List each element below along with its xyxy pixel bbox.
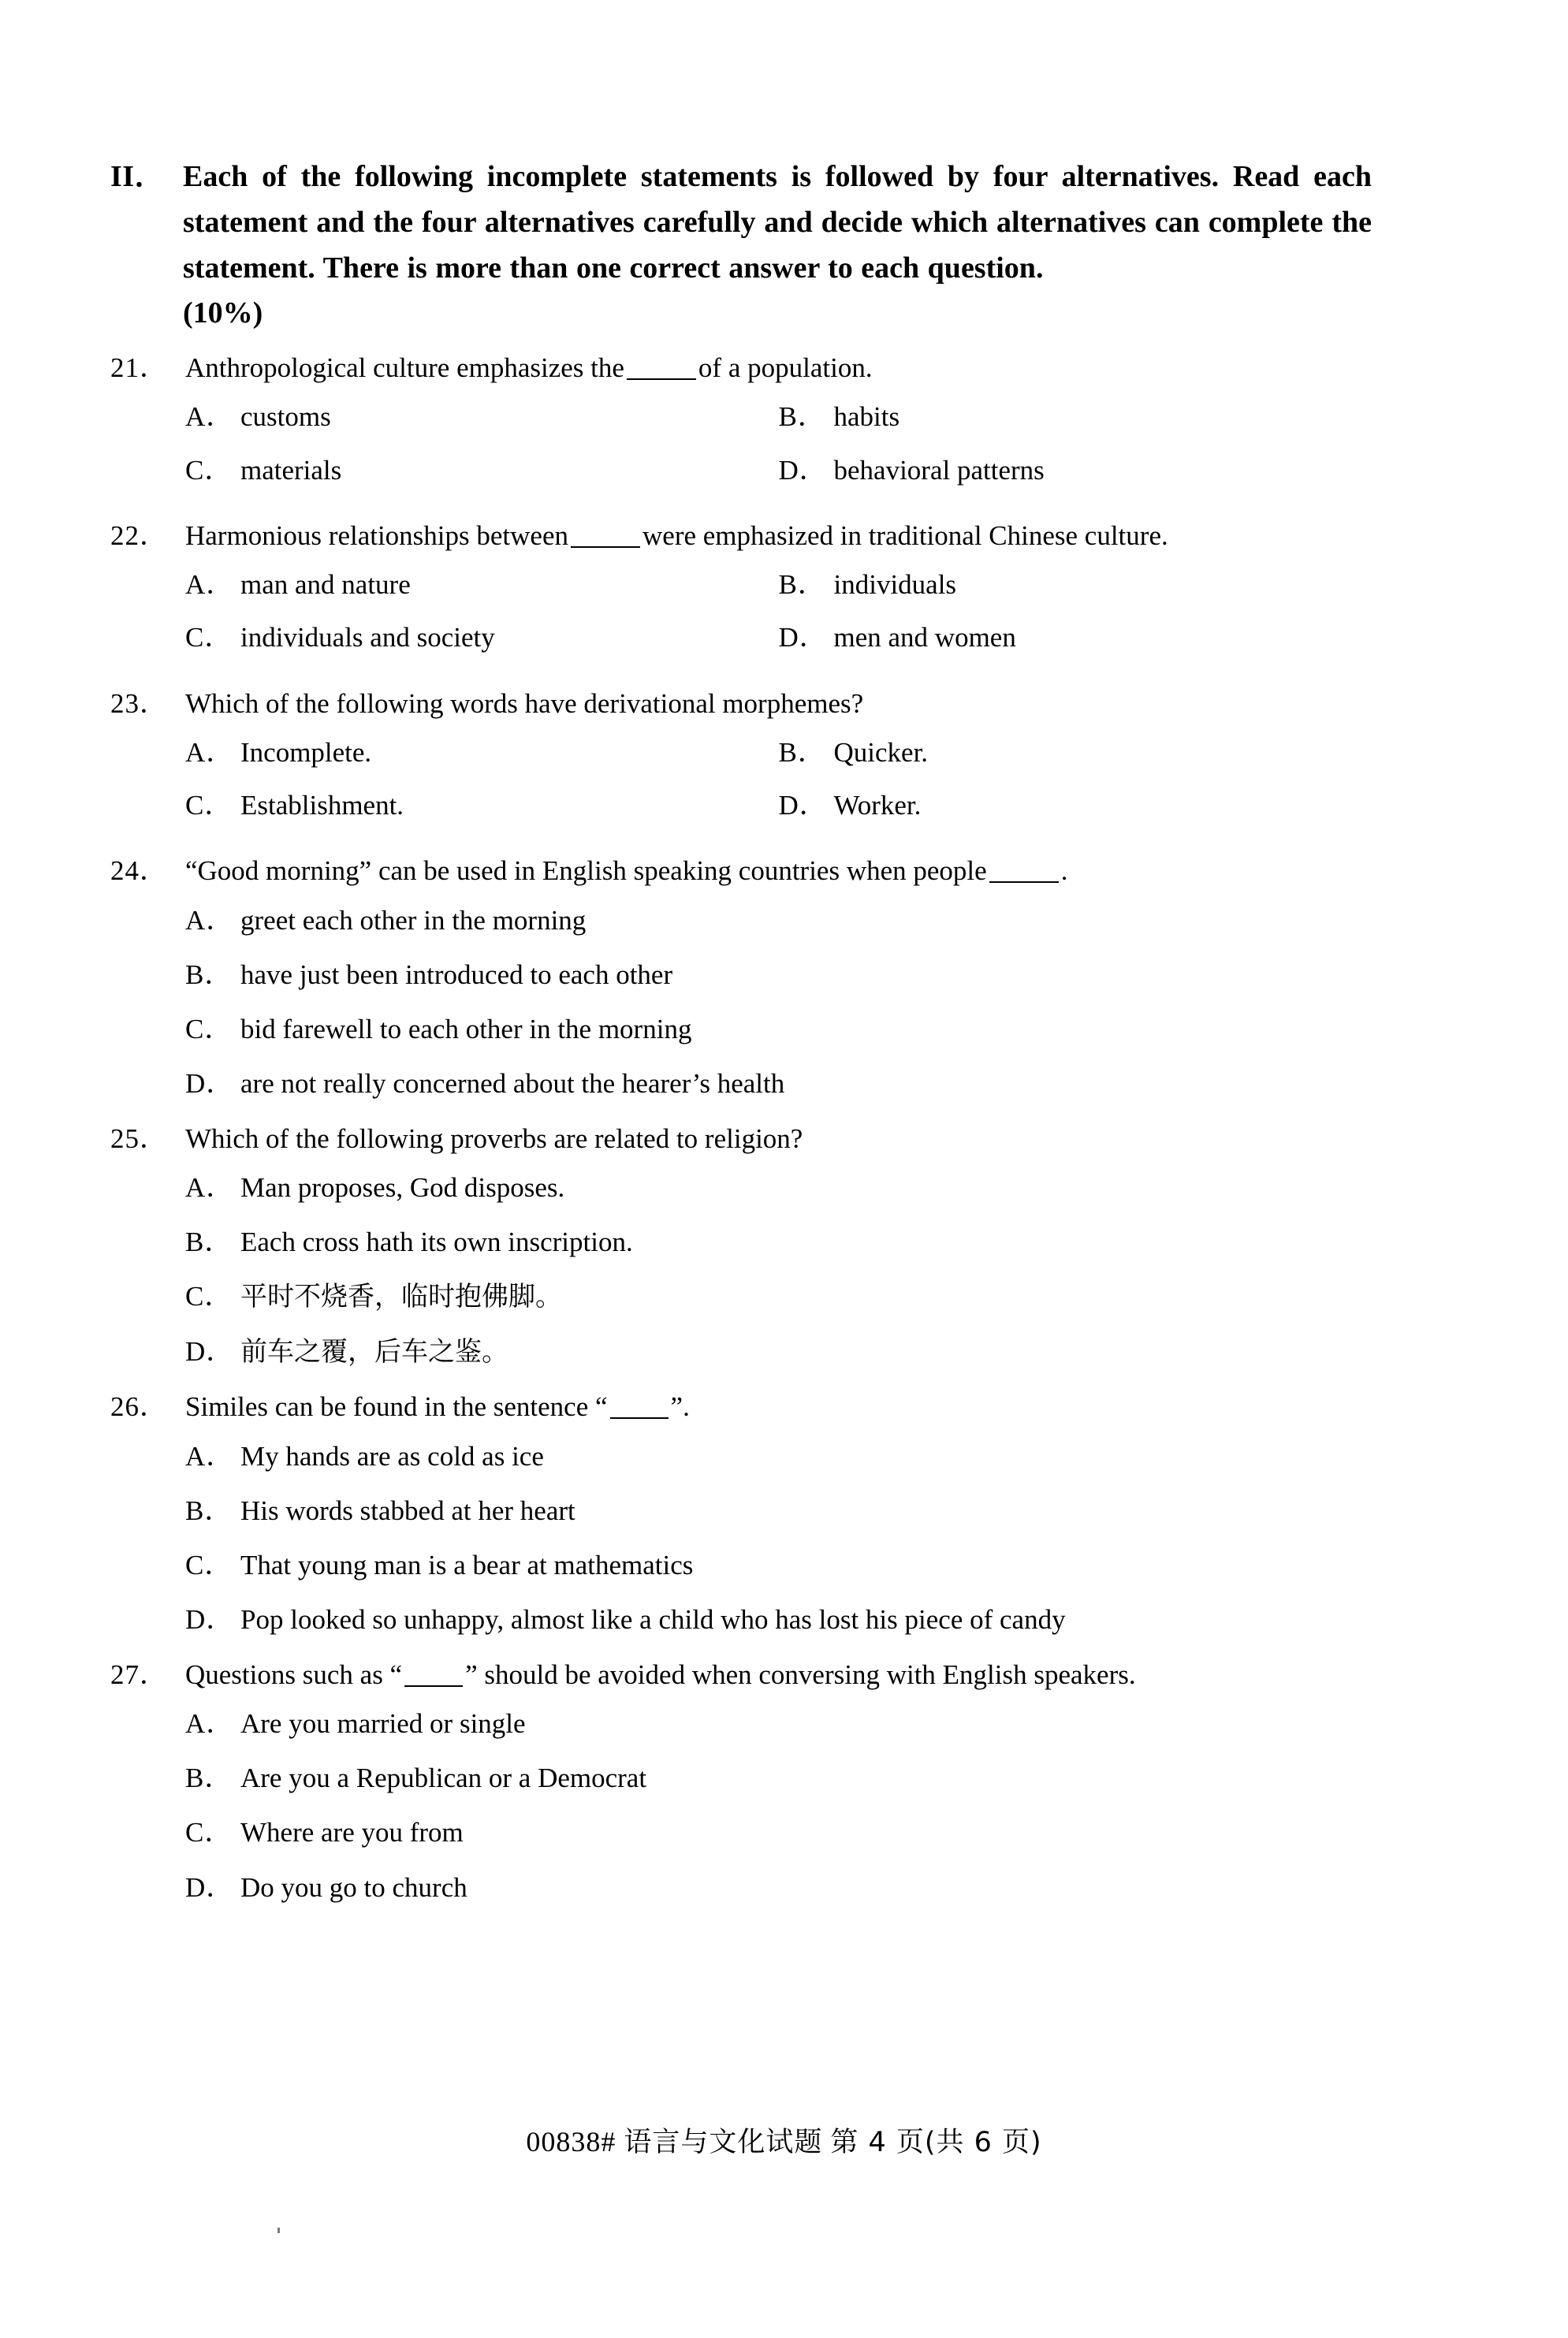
option-c-text: individuals and society bbox=[240, 622, 495, 653]
option-d-label: D． bbox=[185, 1068, 235, 1100]
option-c-label: C． bbox=[185, 1014, 233, 1045]
question-22-number: 22． bbox=[110, 519, 169, 551]
option-a-text: greet each other in the morning bbox=[240, 904, 587, 936]
option-b[interactable] bbox=[185, 956, 1372, 993]
option-c-text: That young man is a bear at mathematics bbox=[240, 1550, 694, 1581]
option-c[interactable] bbox=[185, 1011, 1372, 1048]
option-a-text: My hands are as cold as ice bbox=[240, 1440, 544, 1472]
question-25-stem bbox=[110, 1120, 1372, 1158]
question-24-stem bbox=[110, 852, 1372, 890]
question-23-stem bbox=[110, 685, 1372, 723]
option-b-text: individuals bbox=[833, 569, 957, 601]
question-25-number: 25． bbox=[110, 1122, 169, 1154]
question-23-options bbox=[110, 734, 1372, 840]
question-24-stem-before: “Good morning” can be used in English speaking countries when people bbox=[185, 855, 987, 887]
option-c-label: C． bbox=[185, 1817, 233, 1848]
option-c-text: Establishment. bbox=[240, 790, 404, 821]
option-d-text: Do you go to church bbox=[240, 1871, 467, 1903]
option-a-label: A． bbox=[185, 904, 235, 936]
option-a-text: Incomplete. bbox=[240, 736, 372, 768]
section-instruction-line-1: Each of the following incomplete statements is followed by four alternatives. Read bbox=[183, 160, 1300, 193]
option-a[interactable] bbox=[185, 398, 779, 435]
option-d[interactable] bbox=[779, 452, 1372, 489]
option-a-text: Are you married or single bbox=[240, 1707, 526, 1739]
option-b-label: B． bbox=[185, 1763, 233, 1794]
question-24-options bbox=[110, 902, 1372, 1103]
answer-blank bbox=[610, 1417, 669, 1419]
question-24-number: 24． bbox=[110, 855, 169, 887]
question-22-options bbox=[110, 566, 1372, 672]
option-d[interactable] bbox=[185, 1065, 1372, 1102]
scan-artifact-speck bbox=[277, 2228, 280, 2233]
option-a[interactable] bbox=[185, 734, 779, 771]
question-27-stem bbox=[110, 1656, 1372, 1694]
option-a-label: A． bbox=[185, 1171, 235, 1203]
answer-blank bbox=[571, 546, 640, 548]
option-c-text: materials bbox=[240, 454, 342, 486]
question-26-stem bbox=[110, 1388, 1372, 1426]
option-a-label: A． bbox=[185, 736, 235, 768]
question-26-number: 26． bbox=[110, 1391, 169, 1423]
footer-subject: 语言与文化试题 bbox=[624, 2127, 823, 2158]
section-instruction bbox=[183, 155, 1372, 337]
option-b-label: B． bbox=[778, 401, 826, 433]
option-c[interactable] bbox=[185, 1547, 1372, 1584]
question-25-options bbox=[110, 1169, 1372, 1371]
question-26-stem-before: Similes can be found in the sentence “ bbox=[185, 1391, 608, 1423]
question-26-text bbox=[185, 1388, 1372, 1426]
question-23 bbox=[110, 685, 1372, 840]
section-heading bbox=[110, 155, 1372, 337]
option-d-text: 前车之覆，后车之鉴。 bbox=[240, 1336, 508, 1368]
question-24-text bbox=[185, 852, 1372, 890]
question-21-stem bbox=[110, 349, 1372, 387]
option-c-label: C． bbox=[185, 790, 233, 821]
option-c[interactable] bbox=[185, 1814, 1372, 1851]
question-26 bbox=[110, 1388, 1372, 1638]
question-27-options bbox=[110, 1705, 1372, 1906]
option-c[interactable] bbox=[185, 619, 779, 656]
option-d-label: D． bbox=[185, 1871, 235, 1903]
option-c-text: bid farewell to each other in the morning bbox=[240, 1014, 692, 1045]
option-d[interactable] bbox=[185, 1869, 1372, 1906]
question-22 bbox=[110, 517, 1372, 672]
option-d-text: behavioral patterns bbox=[833, 454, 1045, 486]
question-24-stem-after: . bbox=[1060, 855, 1068, 887]
option-c-label: C． bbox=[185, 1550, 233, 1581]
answer-blank bbox=[989, 881, 1059, 883]
section-instruction-line-2: each statement and the four alternatives carefully and decide which alternatives can bbox=[183, 160, 1372, 239]
option-d-label: D． bbox=[778, 454, 828, 486]
option-c-label: C． bbox=[185, 1281, 233, 1312]
question-22-stem-after: were emphasized in traditional Chinese culture. bbox=[642, 519, 1168, 551]
option-d-text: Worker. bbox=[833, 790, 922, 821]
question-23-text: Which of the following words have derivational morphemes? bbox=[185, 687, 864, 719]
section-numeral: II． bbox=[110, 160, 166, 193]
option-a-text: customs bbox=[240, 401, 331, 433]
option-c-label: C． bbox=[185, 622, 233, 653]
option-b[interactable] bbox=[185, 1223, 1372, 1260]
section-instruction-line-4: (10%) bbox=[183, 296, 263, 330]
question-22-stem-before: Harmonious relationships between bbox=[185, 519, 569, 551]
answer-blank bbox=[627, 378, 696, 380]
question-21-number: 21． bbox=[110, 352, 169, 383]
option-b-label: B． bbox=[778, 736, 826, 768]
question-21-stem-after: of a population. bbox=[698, 352, 873, 383]
question-27-text bbox=[185, 1656, 1372, 1694]
question-21-options bbox=[110, 398, 1372, 504]
option-b-text: Are you a Republican or a Democrat bbox=[240, 1763, 647, 1794]
option-c[interactable] bbox=[185, 787, 779, 824]
option-b-label: B． bbox=[185, 1227, 233, 1258]
option-a-label: A． bbox=[185, 1707, 235, 1739]
option-b[interactable] bbox=[185, 1492, 1372, 1529]
option-b-label: B． bbox=[185, 959, 233, 990]
question-26-stem-after: ”. bbox=[670, 1391, 690, 1423]
footer-page-number: 第 4 页(共 6 页) bbox=[830, 2127, 1042, 2158]
option-b[interactable] bbox=[779, 566, 1372, 603]
question-22-text bbox=[185, 517, 1372, 555]
question-27-stem-before: Questions such as “ bbox=[185, 1659, 403, 1690]
question-27-number: 27． bbox=[110, 1659, 169, 1690]
option-a[interactable] bbox=[185, 1169, 1372, 1206]
question-25-text: Which of the following proverbs are related to religion? bbox=[185, 1122, 803, 1154]
option-a[interactable] bbox=[185, 902, 1372, 939]
option-b-text: His words stabbed at her heart bbox=[240, 1495, 575, 1526]
question-25 bbox=[110, 1120, 1372, 1372]
option-d-text: Pop looked so unhappy, almost like a child who has lost his piece of candy bbox=[240, 1604, 1066, 1636]
option-b-label: B． bbox=[185, 1495, 233, 1526]
option-b-label: B． bbox=[778, 569, 826, 601]
option-b-text: Quicker. bbox=[833, 736, 929, 768]
option-c-text: Where are you from bbox=[240, 1817, 464, 1848]
option-c-label: C． bbox=[185, 454, 233, 486]
question-26-options bbox=[110, 1438, 1372, 1639]
question-27-stem-after: ” should be avoided when conversing with English speakers. bbox=[465, 1659, 1136, 1690]
option-b-text: habits bbox=[833, 401, 900, 433]
answer-blank bbox=[404, 1685, 463, 1687]
option-a[interactable] bbox=[185, 566, 779, 603]
option-c[interactable] bbox=[185, 452, 779, 489]
option-a[interactable] bbox=[185, 1438, 1372, 1475]
option-a-text: Man proposes, God disposes. bbox=[240, 1171, 565, 1203]
page-footer bbox=[0, 2120, 1568, 2160]
option-b[interactable] bbox=[185, 1759, 1372, 1796]
option-d-label: D． bbox=[185, 1336, 235, 1368]
page-content bbox=[110, 155, 1372, 1923]
option-d-label: D． bbox=[778, 790, 828, 821]
option-b-text: have just been introduced to each other bbox=[240, 959, 673, 990]
question-21 bbox=[110, 349, 1372, 504]
option-d[interactable] bbox=[779, 787, 1372, 824]
question-22-stem bbox=[110, 517, 1372, 555]
option-d-label: D． bbox=[185, 1604, 235, 1636]
option-d[interactable] bbox=[185, 1601, 1372, 1638]
option-c[interactable] bbox=[185, 1278, 1372, 1316]
question-23-number: 23． bbox=[110, 687, 169, 719]
option-d-text: are not really concerned about the hearer’s health bbox=[240, 1068, 785, 1100]
option-d-text: men and women bbox=[833, 622, 1016, 653]
option-a-text: man and nature bbox=[240, 569, 411, 601]
section-instruction-line-3: complete the statement. There is more than one correct answer to each question. bbox=[183, 205, 1372, 285]
option-a-label: A． bbox=[185, 569, 235, 601]
footer-course-code: 00838# bbox=[526, 2126, 616, 2157]
option-d-label: D． bbox=[778, 622, 828, 653]
question-27 bbox=[110, 1656, 1372, 1906]
question-24 bbox=[110, 852, 1372, 1102]
option-a[interactable] bbox=[185, 1705, 1372, 1742]
option-d[interactable] bbox=[779, 619, 1372, 656]
option-a-label: A． bbox=[185, 1440, 235, 1472]
option-b[interactable] bbox=[779, 398, 1372, 435]
question-21-stem-before: Anthropological culture emphasizes the bbox=[185, 352, 624, 383]
option-b-text: Each cross hath its own inscription. bbox=[240, 1227, 633, 1258]
option-b[interactable] bbox=[779, 734, 1372, 771]
option-a-label: A． bbox=[185, 401, 235, 433]
option-d[interactable] bbox=[185, 1333, 1372, 1371]
option-c-text: 平时不烧香，临时抱佛脚。 bbox=[240, 1281, 562, 1313]
question-21-text bbox=[185, 349, 1372, 387]
